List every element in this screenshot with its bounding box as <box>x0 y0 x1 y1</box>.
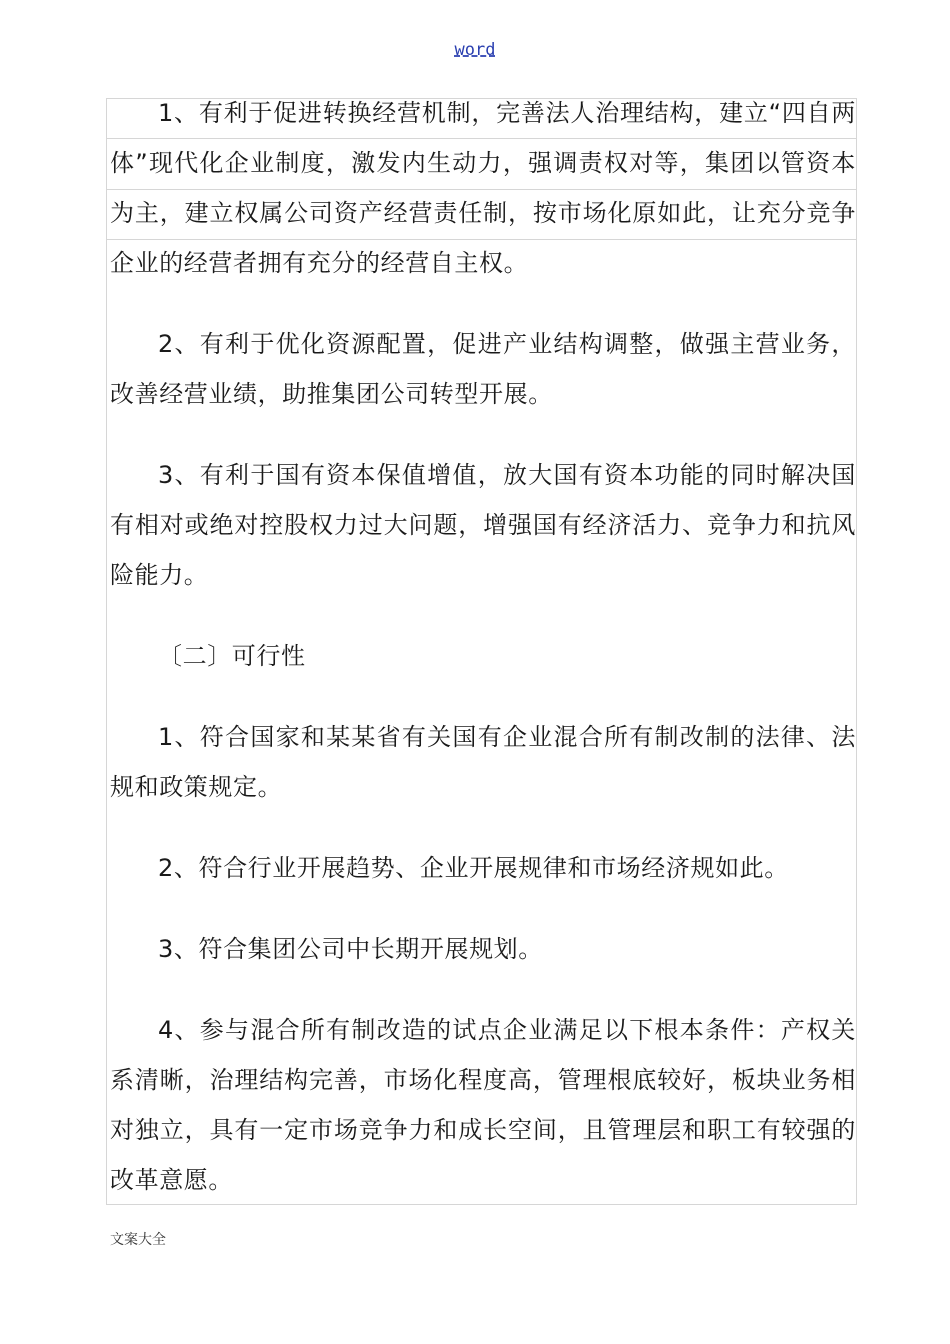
page-header <box>0 40 950 60</box>
paragraph-feasibility-3: 3、符合集团公司中长期开展规划。 <box>158 935 543 963</box>
paragraph-benefit-3: 3、有利于国有资本保值增值，放大国有资本功能的同时解决国有相对或绝对控股权力过大问题，增强国有经济活力、竞争力和抗风险能力。 <box>110 461 856 589</box>
header-word-link[interactable]: word <box>454 40 496 60</box>
paragraph-feasibility-4: 4、参与混合所有制改造的试点企业满足以下根本条件：产权关系清晰，治理结构完善，市场化程度高，管理根底较好，板块业务相对独立，具有一定市场竞争力和成长空间，且管理层和职工有较强的改革意愿。 <box>110 1016 856 1194</box>
page-footer: 文案大全 <box>110 1232 166 1248</box>
document-body <box>110 88 856 1236</box>
paragraph-benefit-1: 1、有利于促进转换经营机制，完善法人治理结构，建立“四自两体”现代化企业制度，激发内生动力，强调责权对等，集团以管资本为主，建立权属公司资产经营责任制，按市场化原如此，让充分竞争企业的经营者拥有充分的经营自主权。 <box>110 99 856 277</box>
paragraph-feasibility-1: 1、符合国家和某某省有关国有企业混合所有制改制的法律、法规和政策规定。 <box>110 723 856 801</box>
paragraph-benefit-2: 2、有利于优化资源配置，促进产业结构调整，做强主营业务，改善经营业绩，助推集团公司转型开展。 <box>110 330 856 408</box>
paragraph-feasibility-2: 2、符合行业开展趋势、企业开展规律和市场经济规如此。 <box>158 854 789 882</box>
section-heading-feasibility: 〔二〕可行性 <box>158 642 306 670</box>
